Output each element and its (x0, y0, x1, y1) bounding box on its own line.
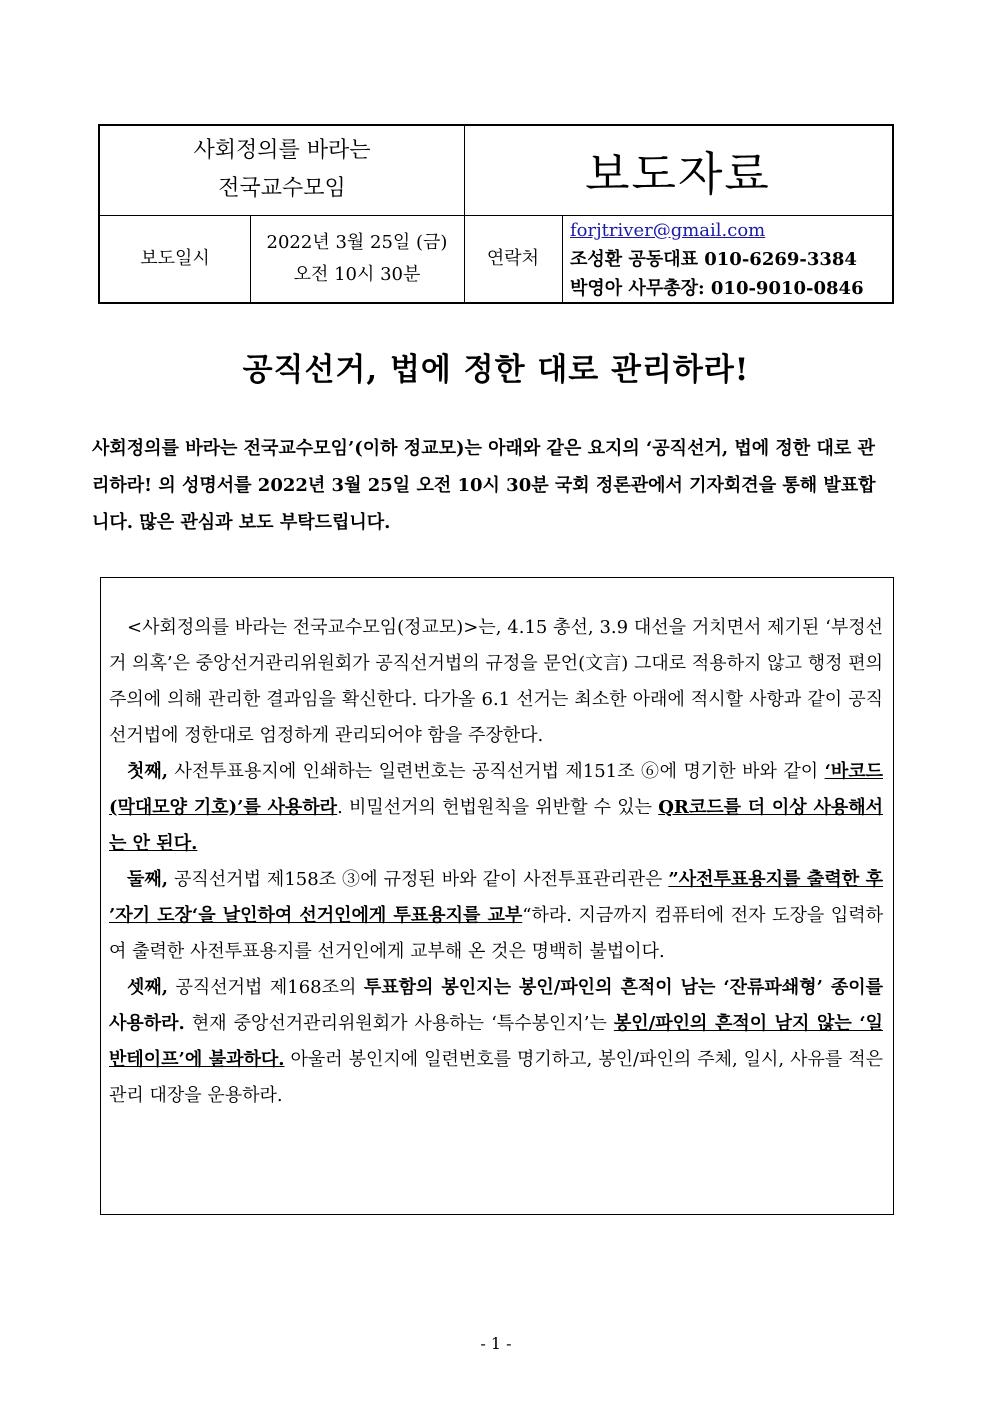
statement-intro: <사회정의를 바라는 전국교수모임(정교모)>는, 4.15 총선, 3.9 대선을 거치면서 제기된 ‘부정선거 의혹’은 중앙선거관리위원회가 공직선거법의 규정을 문언(文言) 그대로 적용하지 않고 행정 편의주의에 의해 관리한 결과임을 확신한다. 다가올 6.1 선거는 최소한 아래에 적시할 사항과 같이 공직선거법에 정한대로 엄정하게 관리되어야 함을 주장한다. (109, 617, 883, 746)
point-3-text-c: 현재 중앙선거관리위원회가 사용하는 ‘특수봉인지’는 (184, 1013, 614, 1034)
contact-1: 조성환 공동대표 010-6269-3384 (570, 249, 857, 270)
date-value (250, 215, 464, 302)
date-label: 보도일시 (140, 247, 210, 269)
point-2-head: 둘째, (127, 869, 169, 890)
statement-point-1 (109, 754, 883, 862)
contact-2: 박영아 사무총장: 010-9010-0846 (570, 278, 864, 299)
date-line-1: 2022년 3월 25일 (금) (266, 231, 448, 253)
org-line-2: 전국교수모임 (218, 176, 346, 201)
point-1-emphasis: ‘바코드(막대모양 기호)’를 사용하라 (109, 761, 883, 818)
point-1-head: 첫째, (127, 761, 169, 782)
point-2-emphasis: ”사전투표용지를 출력한 후 ’자기 도장‘을 날인하여 선거인에게 투표용지를 교부 (109, 869, 883, 926)
statement-point-3 (109, 970, 883, 1114)
point-3-text-e: 아울러 봉인지에 일련번호를 명기하고, 봉인/파인의 주체, 일시, 사유를 적은 관리 대장을 운용하라. (109, 1049, 883, 1106)
point-3-emphasis: 투표함의 봉인지는 봉인/파인의 흔적이 남는 ‘잔류파쇄형’ 종이를 사용하라. (109, 977, 884, 1034)
contact-label: 연락처 (486, 247, 540, 269)
point-1-text-a: 사전투표용지에 인쇄하는 일련번호는 공직선거법 제151조 ⑥에 명기한 바와 같이 (168, 761, 825, 782)
page-title: 공직선거, 법에 정한 대로 관리하라! (242, 352, 750, 388)
point-1-conclusion: QR코드를 더 이상 사용해서는 안 된다. (109, 797, 883, 854)
lead-paragraph: 사회정의를 바라는 전국교수모임’(이하 정교모)는 아래와 같은 요지의 ‘공직선거, 법에 정한 대로 관리하라! 의 성명서를 2022년 3월 25일 오전 10시 30분 국회 정론관에서 기자회견을 통해 발표합니다. 많은 관심과 보도 부탁드립니다. (92, 438, 876, 533)
point-2-text-a: 공직선거법 제158조 ③에 규정된 바와 같이 사전투표관리관은 (168, 869, 669, 890)
statement-point-2 (109, 862, 883, 970)
contact-info (570, 216, 864, 303)
organization-name (100, 132, 464, 208)
point-3-head: 셋째, (127, 977, 169, 998)
press-release-label: 보도자료 (585, 146, 771, 201)
page-number: - 1 - (480, 1334, 512, 1353)
email-link[interactable]: forjtriver@gmail.com (570, 220, 766, 241)
point-1-text-c: . 비밀선거의 헌법원칙을 위반할 수 있는 (337, 797, 659, 818)
date-line-2: 오전 10시 30분 (293, 263, 421, 285)
statement-box (100, 577, 894, 1215)
point-3-underline: 봉인/파인의 흔적이 남지 않는 ‘일반테이프’에 불과하다. (109, 1013, 883, 1070)
point-2-text-c: “하라. 지금까지 컴퓨터에 전자 도장을 입력하여 출력한 사전투표용지를 선거인에게 교부해 온 것은 명백히 불법이다. (109, 905, 883, 962)
org-line-1: 사회정의를 바라는 (193, 138, 371, 163)
point-3-text-a: 공직선거법 제168조의 (168, 977, 364, 998)
header-table (98, 124, 894, 304)
